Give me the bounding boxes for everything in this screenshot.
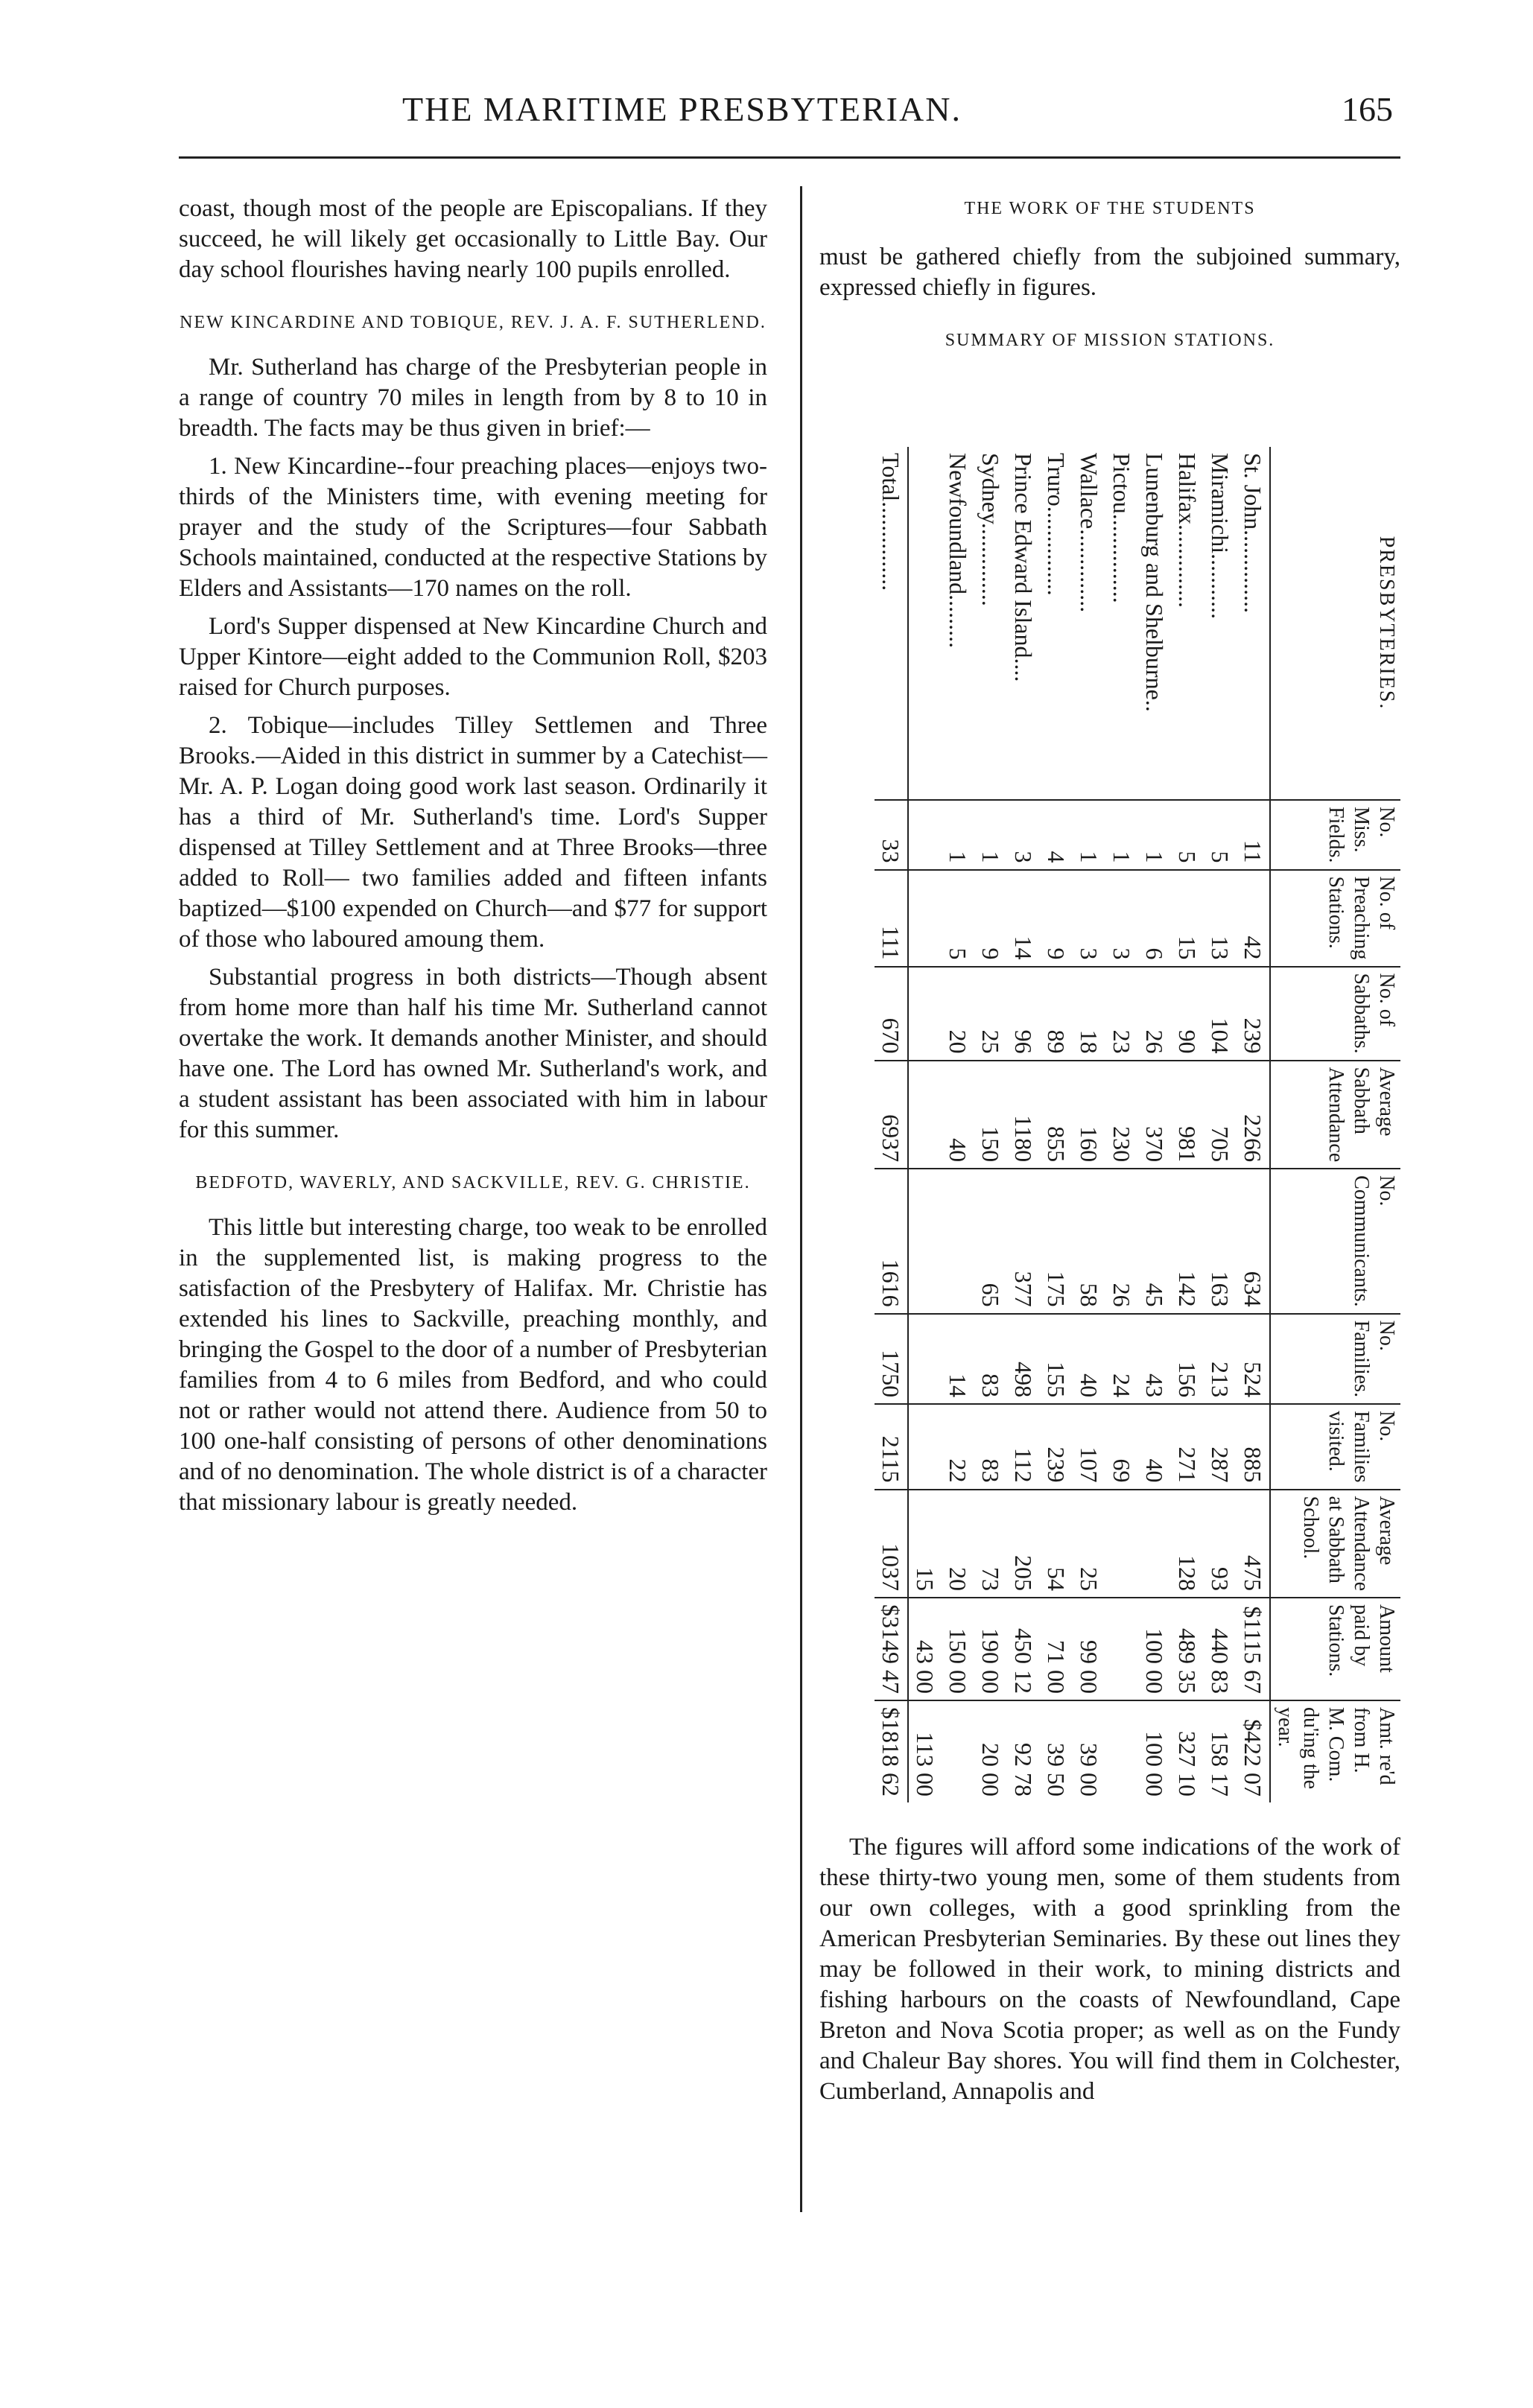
table-cell: 99 00 bbox=[1073, 1598, 1105, 1700]
table-header-row bbox=[1270, 447, 1400, 1802]
table-cell: 18 bbox=[1073, 967, 1105, 1061]
table-cell: 855 bbox=[1040, 1061, 1073, 1169]
paragraph: coast, though most of the people are Episcopalians. If they succeed, he will likely get occasionally to Little Bay. Our day school flourishes having nearly 100 pupils enrolled. bbox=[179, 195, 767, 283]
table-cell bbox=[908, 1061, 942, 1169]
table-cell: 524 bbox=[1237, 1314, 1270, 1404]
table-cell: 440 83 bbox=[1204, 1598, 1237, 1700]
table-cell: 89 bbox=[1040, 967, 1073, 1061]
table-cell bbox=[908, 1404, 942, 1489]
table-row bbox=[1204, 447, 1237, 1802]
table-cell: 1 bbox=[942, 800, 974, 869]
table-row bbox=[1138, 447, 1171, 1802]
table-cell: 43 bbox=[1138, 1314, 1171, 1404]
table-cell bbox=[1105, 1598, 1138, 1700]
table-cell: 1180 bbox=[1007, 1061, 1040, 1169]
table-cell: 42 bbox=[1237, 870, 1270, 967]
table-row bbox=[1105, 447, 1138, 1802]
table-cell: 100 00 bbox=[1138, 1598, 1171, 1700]
table-cell: 25 bbox=[974, 967, 1007, 1061]
table-cell: 370 bbox=[1138, 1061, 1171, 1169]
table-cell: 15 bbox=[1171, 870, 1204, 967]
table-cell: 498 bbox=[1007, 1314, 1040, 1404]
right-column-top bbox=[819, 194, 1400, 370]
table-column-header: No. Miss. Fields. bbox=[1270, 800, 1400, 869]
table-cell: 111 bbox=[875, 870, 908, 967]
table-total-row bbox=[875, 447, 908, 1802]
table-cell: 128 bbox=[1171, 1490, 1204, 1598]
table-cell bbox=[942, 1169, 974, 1314]
table-cell: 65 bbox=[974, 1169, 1007, 1314]
header-presbyteries: PRESBYTERIES. bbox=[1270, 447, 1400, 800]
table-cell: 1750 bbox=[875, 1314, 908, 1404]
table-cell: 5 bbox=[1204, 800, 1237, 869]
table-cell: 239 bbox=[1237, 967, 1270, 1061]
table-cell: 239 bbox=[1040, 1404, 1073, 1489]
table-cell: 3 bbox=[1007, 800, 1040, 869]
table-row bbox=[942, 447, 974, 1802]
table-cell: 20 00 bbox=[974, 1700, 1007, 1802]
table-cell: 40 bbox=[942, 1061, 974, 1169]
table-cell: 205 bbox=[1007, 1490, 1040, 1598]
table-row bbox=[1007, 447, 1040, 1802]
table-cell: 160 bbox=[1073, 1061, 1105, 1169]
table-cell: 9 bbox=[1040, 870, 1073, 967]
table-cell: 107 bbox=[1073, 1404, 1105, 1489]
header-rule bbox=[179, 156, 1400, 159]
table-cell: 93 bbox=[1204, 1490, 1237, 1598]
table-row bbox=[1073, 447, 1105, 1802]
table-row bbox=[1237, 447, 1270, 1802]
table-cell: 58 bbox=[1073, 1169, 1105, 1314]
presbytery-name: Total............... bbox=[875, 447, 908, 800]
journal-title: THE MARITIME PRESBYTERIAN. bbox=[402, 90, 962, 128]
table-cell: 83 bbox=[974, 1404, 1007, 1489]
table-cell: 377 bbox=[1007, 1169, 1040, 1314]
paragraph: Substantial progress in both districts—Though absent from home more than half his time Mr. Sutherland cannot overtake the work. It demands another Minister, and should have one. The Lord has owned Mr. Sutherland's work, and a student assistant has been associated with him in labour for this summer. bbox=[179, 964, 767, 1143]
page-header bbox=[179, 82, 1400, 149]
paragraph: Lord's Supper dispensed at New Kincardine Church and Upper Kintore—eight added to the Communion Roll, $203 raised for Church purposes. bbox=[179, 613, 767, 701]
table-cell: 885 bbox=[1237, 1404, 1270, 1489]
table-cell: 92 78 bbox=[1007, 1700, 1040, 1802]
table-title: SUMMARY OF MISSION STATIONS. bbox=[945, 331, 1275, 350]
table-cell: 5 bbox=[942, 870, 974, 967]
table-cell: 1 bbox=[974, 800, 1007, 869]
table-row bbox=[908, 447, 942, 1802]
table-column-header: Amt. re'd from H. M. Com. du'ing the year. bbox=[1270, 1700, 1400, 1802]
table-cell: 190 00 bbox=[974, 1598, 1007, 1700]
table-cell: 69 bbox=[1105, 1404, 1138, 1489]
presbytery-name: Sydney.............. bbox=[977, 453, 1004, 606]
table-cell: 142 bbox=[1171, 1169, 1204, 1314]
presbytery-name: St. John.............. bbox=[1240, 453, 1266, 614]
table-cell: 14 bbox=[942, 1314, 974, 1404]
table-column-header: No. Families visited. bbox=[1270, 1404, 1400, 1489]
table-cell: 22 bbox=[942, 1404, 974, 1489]
table-cell: 96 bbox=[1007, 967, 1040, 1061]
table-column-header: Amount paid by Stations. bbox=[1270, 1598, 1400, 1700]
table-cell: 1 bbox=[1138, 800, 1171, 869]
table-column-header: No. Families. bbox=[1270, 1314, 1400, 1404]
page-number: 165 bbox=[1342, 90, 1393, 128]
table-cell: 104 bbox=[1204, 967, 1237, 1061]
table-cell: 20 bbox=[942, 1490, 974, 1598]
table-cell bbox=[908, 1314, 942, 1404]
table-cell: 39 50 bbox=[1040, 1700, 1073, 1802]
table-cell: 40 bbox=[1138, 1404, 1171, 1489]
paragraph: 1. New Kincardine--four preaching places—enjoys two-thirds of the Ministers time, with evening meeting for prayer and the study of the Scriptures—four Sabbath Schools maintained, conducted at the respective Stations by Elders and Assistants—170 names on the roll. bbox=[179, 453, 767, 602]
paragraph: must be gathered chiefly from the subjoined summary, expressed chiefly in figures. bbox=[819, 244, 1400, 301]
table-row bbox=[974, 447, 1007, 1802]
presbytery-name: Wallace.............. bbox=[1076, 453, 1102, 613]
table-column-header: Average Attendance at Sabbath School. bbox=[1270, 1490, 1400, 1598]
table-cell: 489 35 bbox=[1171, 1598, 1204, 1700]
table-cell: 287 bbox=[1204, 1404, 1237, 1489]
table-cell: 156 bbox=[1171, 1314, 1204, 1404]
table-cell: 150 00 bbox=[942, 1598, 974, 1700]
table-cell: 2266 bbox=[1237, 1061, 1270, 1169]
table-cell: 100 00 bbox=[1138, 1700, 1171, 1802]
table-cell: 73 bbox=[974, 1490, 1007, 1598]
presbytery-name: Truro............... bbox=[1043, 453, 1070, 596]
table-cell: 5 bbox=[1171, 800, 1204, 869]
table-cell: 450 12 bbox=[1007, 1598, 1040, 1700]
table-cell bbox=[908, 967, 942, 1061]
presbytery-name: Miramichi........... bbox=[1207, 453, 1234, 620]
paragraph: 2. Tobique—includes Tilley Settlemen and Three Brooks.—Aided in this district in summer by a Catechist—Mr. A. P. Logan doing good work last season. Ordinarily it has a third of Mr. Sutherland's time. Lord's Supper dispensed at Tilley Settlement and at Three Brooks—three added to Roll— two families added and fifteen infants baptized—$100 expended on Church—and $77 for support of those who laboured amoung them. bbox=[179, 712, 767, 953]
table-cell: 670 bbox=[875, 967, 908, 1061]
rotated-table bbox=[819, 447, 1400, 1802]
table-cell bbox=[908, 870, 942, 967]
table-cell: 26 bbox=[1138, 967, 1171, 1061]
table-cell: 1616 bbox=[875, 1169, 908, 1314]
table-cell: 213 bbox=[1204, 1314, 1237, 1404]
table-cell: $1818 62 bbox=[875, 1700, 908, 1802]
table-cell: 26 bbox=[1105, 1169, 1138, 1314]
table-cell: 15 bbox=[908, 1490, 942, 1598]
table-cell: 163 bbox=[1204, 1169, 1237, 1314]
table-cell: 71 00 bbox=[1040, 1598, 1073, 1700]
table-cell: 2115 bbox=[875, 1404, 908, 1489]
table-cell: 112 bbox=[1007, 1404, 1040, 1489]
table-cell: $1115 67 bbox=[1237, 1598, 1270, 1700]
table-column-header: No. of Sabbaths. bbox=[1270, 967, 1400, 1061]
table-cell: 83 bbox=[974, 1314, 1007, 1404]
table-cell: 113 00 bbox=[908, 1700, 942, 1802]
table-cell: 24 bbox=[1105, 1314, 1138, 1404]
table-cell: 1 bbox=[1105, 800, 1138, 869]
table-cell: 6 bbox=[1138, 870, 1171, 967]
table-cell: 230 bbox=[1105, 1061, 1138, 1169]
table-cell: 23 bbox=[1105, 967, 1138, 1061]
table-body bbox=[875, 447, 1270, 1802]
table-cell: 705 bbox=[1204, 1061, 1237, 1169]
table-cell: 158 17 bbox=[1204, 1700, 1237, 1802]
table-cell: 40 bbox=[1073, 1314, 1105, 1404]
table-cell: 13 bbox=[1204, 870, 1237, 967]
presbytery-name bbox=[908, 447, 942, 800]
table-cell: $422 07 bbox=[1237, 1700, 1270, 1802]
table-cell: 4 bbox=[1040, 800, 1073, 869]
running-head: THE WORK OF THE STUDENTS bbox=[964, 199, 1256, 218]
table-cell: 90 bbox=[1171, 967, 1204, 1061]
table-cell: 45 bbox=[1138, 1169, 1171, 1314]
presbytery-name: Prince Edward Island.... bbox=[1010, 453, 1037, 682]
summary-table-area bbox=[819, 447, 1400, 1802]
table-cell: 1037 bbox=[875, 1490, 908, 1598]
table-cell: 25 bbox=[1073, 1490, 1105, 1598]
section-heading: BEDFOTD, WAVERLY, AND SACKVILLE, REV. G. CHRISTIE. bbox=[195, 1173, 751, 1192]
table-cell: 3 bbox=[1073, 870, 1105, 967]
table-cell: 175 bbox=[1040, 1169, 1073, 1314]
paragraph: The figures will afford some indications of the work of these thirty-two young men, some of them students from our own colleges, with a good sprinkling from the American Presbyterian Seminaries. By these out lines they may be followed in their work, to mining districts and fishing harbours on the coasts of Newfoundland, Cape Breton and Nova Scotia proper; as well as on the Fundy and Chaleur Bay shores. You will find them in Colchester, Cumberland, Annapolis and bbox=[819, 1834, 1400, 2105]
paragraph: Mr. Sutherland has charge of the Presbyterian people in a range of country 70 miles in length from by 8 to 10 in breadth. The facts may be thus given in brief:— bbox=[179, 354, 767, 442]
table-cell: 1 bbox=[1073, 800, 1105, 869]
table-cell: 475 bbox=[1237, 1490, 1270, 1598]
table-cell: 327 10 bbox=[1171, 1700, 1204, 1802]
table-column-header: No. of Preaching Stations. bbox=[1270, 870, 1400, 967]
table-cell bbox=[908, 800, 942, 869]
table-cell: 150 bbox=[974, 1061, 1007, 1169]
presbytery-name: Newfoundland......... bbox=[945, 453, 971, 649]
table-column-header: Average Sabbath Attendance bbox=[1270, 1061, 1400, 1169]
table-cell: 11 bbox=[1237, 800, 1270, 869]
table-cell bbox=[1105, 1490, 1138, 1598]
table-cell: 271 bbox=[1171, 1404, 1204, 1489]
table-cell bbox=[1105, 1700, 1138, 1802]
table-cell: 3 bbox=[1105, 870, 1138, 967]
table-row bbox=[1040, 447, 1073, 1802]
table-cell: 39 00 bbox=[1073, 1700, 1105, 1802]
table-cell: 155 bbox=[1040, 1314, 1073, 1404]
table-cell: 20 bbox=[942, 967, 974, 1061]
table-cell: 54 bbox=[1040, 1490, 1073, 1598]
table-cell: 14 bbox=[1007, 870, 1040, 967]
table-column-header: No. Communicants. bbox=[1270, 1169, 1400, 1314]
paragraph: This little but interesting charge, too weak to be enrolled in the supplemented list, is making progress to the satisfaction of the Presbytery of Halifax. Mr. Christie has extended his lines to Sackville, preaching monthly, and bringing the Gospel to the door of a number of Presbyterian families from 4 to 6 miles from Bedford, and who could not or rather would not attend there. Audience from 50 to 100 one-half consisting of persons of other denominations and of no denomination. The whole district is of a character that missionary labour is greatly needed. bbox=[179, 1214, 767, 1516]
left-column bbox=[179, 194, 767, 1525]
summary-table bbox=[875, 447, 1400, 1802]
section-heading: NEW KINCARDINE AND TOBIQUE, REV. J. A. F. SUTHERLEND. bbox=[180, 313, 766, 332]
table-cell: 6937 bbox=[875, 1061, 908, 1169]
presbytery-name: Pictou............... bbox=[1108, 453, 1135, 603]
table-cell: 634 bbox=[1237, 1169, 1270, 1314]
right-column-bottom bbox=[819, 1832, 1400, 2115]
column-divider bbox=[800, 186, 802, 2212]
table-cell: $3149 47 bbox=[875, 1598, 908, 1700]
presbytery-name: Halifax.............. bbox=[1174, 453, 1201, 608]
table-cell: 43 00 bbox=[908, 1598, 942, 1700]
table-cell: 9 bbox=[974, 870, 1007, 967]
table-cell: 981 bbox=[1171, 1061, 1204, 1169]
table-cell: 33 bbox=[875, 800, 908, 869]
table-row bbox=[1171, 447, 1204, 1802]
table-cell bbox=[942, 1700, 974, 1802]
presbytery-name: Lunenburg and Shelburne.. bbox=[1141, 453, 1168, 712]
table-cell bbox=[908, 1169, 942, 1314]
table-cell bbox=[1138, 1490, 1171, 1598]
